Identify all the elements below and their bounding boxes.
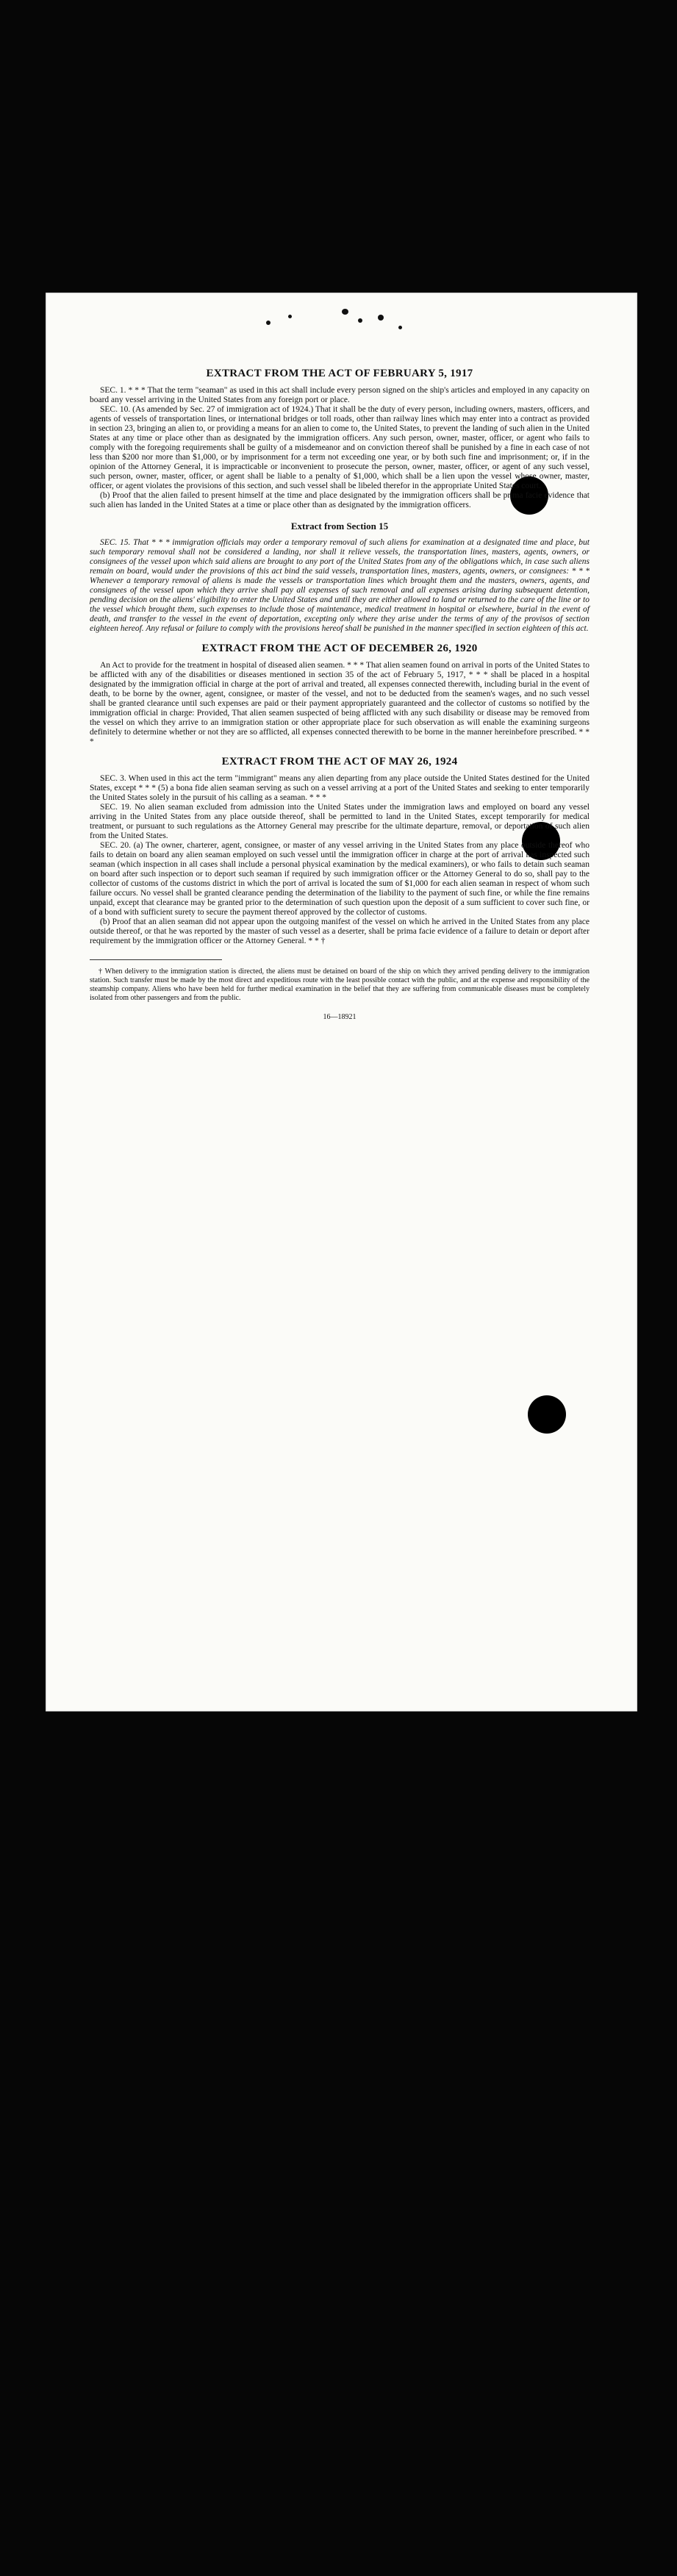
heading-act-1917: EXTRACT FROM THE ACT OF FEBRUARY 5, 1917 [206,368,473,379]
section-20-text: SEC. 20. (a) The owner, charterer, agent, consignee, or master of any vessel arriving in the United States from any place outside thereof who fails to detain on board any alien seaman employed on such vessel until the immigration officer in charge at the port of arrival has inspected such seaman (which inspection in all cases shall include a personal physical examination by the medical examiners), or who fails to detain such seaman on board after such inspection or to deport such seaman if required by such immigration officer or the Attorney General to do so, shall pay to the collector of customs of the customs district in which the port of arrival is located the sum of $1,000 for each alien seaman in respect of whom such failure occurs. No vessel shall be granted clearance pending the determination of the liability to the payment of such fine, or while the fine remains unpaid, except that clearance may be granted prior to the determination of such question upon the deposit of a sum sufficient to cover such fine, or of a bond with sufficient surety to secure the payment thereof approved by the collector of customs. [90,841,590,917]
footnote-text: † When delivery to the immigration station is directed, the aliens must be detained on board of the ship on which they arrived pending delivery to the immigration station. Such transfer must be made by the most direct and expeditious route with the least possible contact with the public, and at the expense and responsibility of the steamship company. Aliens who have been held for further medical examination in the belief that they are suffering from communicable diseases must be completely isolated from other passengers and from the public. [90,967,590,1002]
section-1-text: SEC. 1. * * * That the term "seaman" as used in this act shall include every person signed on the ship's articles and employed in any capacity on board any vessel arriving in the United States from any foreign port or place. [90,386,590,404]
heading-act-1920: EXTRACT FROM THE ACT OF DECEMBER 26, 1920 [201,643,478,654]
ink-speck [378,315,384,321]
ink-speck [342,309,348,315]
document-page [46,293,637,1711]
section-10-b-text: (b) Proof that the alien failed to present himself at the time and place designated by the immigration officers shall be prima facie evidence that such alien has landed in the United States at a time or place other than as designated by the immigration officers. [90,491,590,509]
print-code: 16—18921 [323,1013,357,1021]
section-3-text: SEC. 3. When used in this act the term "immigrant" means any alien departing from any place outside the United States destined for the United States, except * * * (5) a bona fide alien seaman serving as such on a vessel arriving at a port of the United States and seeking to enter temporarily the United States solely in the pursuit of his calling as a seaman. * * * [90,774,590,802]
section-19-text: SEC. 19. No alien seaman excluded from admission into the United States under the immigration laws and employed on board any vessel arriving in the United States from any place outside thereof, shall be permitted to land in the United States, except temporarily for medical treatment, or pursuant to such regulations as the Attorney General may prescribe for the ultimate departure, removal, or deportation of such alien from the United States. [90,803,590,840]
section-15-text: SEC. 15. That * * * immigration officials may order a temporary removal of such aliens for examination at a designated time and place, but such temporary removal shall not be considered a landing, nor shall it relieve vessels, the transportation lines, masters, agents, owners, or consignees of the vessel upon which said aliens are brought to any port of the United States from any of the obligations which, in case such aliens remain on board, would under the provisions of this act bind the said vessels, transportation lines, masters, agents, owners, or consignees: * * * Whenever a temporary removal of aliens is made the vessels or transportation lines which brought them and the masters, owners, agents, and consignees of the vessel upon which they arrive shall pay all expenses of such removal and all expenses arising during subsequent detention, pending decision on the aliens' eligibility to enter the United States and until they are either allowed to land or returned to the care of the line or to the vessel which brought them, such expenses to include those of maintenance, medical treatment in hospital or elsewhere, burial in the event of death, and transfer to the vessel in the event of deportation, excepting only where they arise under the terms of any of the provisos of section eighteen hereof. Any refusal or failure to comply with the provisions hereof shall be punished in the manner specified in section eighteen of this act. [90,538,590,633]
ink-speck [398,326,402,329]
document-content [90,359,590,1021]
heading-act-1924: EXTRACT FROM THE ACT OF MAY 26, 1924 [221,756,458,768]
punch-hole-bottom [528,1395,566,1434]
section-10-text: SEC. 10. (As amended by Sec. 27 of immigration act of 1924.) That it shall be the duty of every person, including owners, masters, officers, and agents of vessels of transportation lines, or international bridges or toll roads, other than railway lines which may enter into a contract as provided in section 23, bringing an alien to, or providing a means for an alien to come to, the United States, to prevent the landing of such alien in the United States at any time or place other than as designated by the immigration officers. Any such person, owner, master, officer, or agent who fails to comply with the foregoing requirements shall be guilty of a misdemeanor and on conviction thereof shall be punished by a fine in each case of not less than $200 nor more than $1,000, or by imprisonment for a term not exceeding one year, or by both such fine and imprisonment; or, if in the opinion of the Attorney General, it is impracticable or inconvenient to prosecute the person, owner, master, officer, or agent of any such vessel, such person, owner, master, officer, or agent shall be liable to a penalty of $1,000, which shall be a lien upon the vessel whose owner, master, officer, or agent violates the provisions of this section, and such vessel shall be libeled therefor in the appropriate United States court. [90,405,590,490]
ink-speck [288,315,292,318]
subheading-section-15: Extract from Section 15 [290,520,389,532]
ink-speck [358,318,362,323]
section-20-b-text: (b) Proof that an alien seaman did not appear upon the outgoing manifest of the vessel on which he arrived in the United States from any place outside thereof, or that he was reported by the master of such vessel as a deserter, shall be prima facie evidence of a failure to detain or deport after requirement by the immigration officer or the Attorney General. * * † [90,917,590,945]
ink-speck [266,321,271,325]
footnote-divider [90,959,222,960]
act-1920-text: An Act to provide for the treatment in hospital of diseased alien seamen. * * * That alien seamen found on arrival in ports of the United States to be afflicted with any of the disabilities or diseases mentioned in section 35 of the act of February 5, 1917, * * * shall be placed in a hospital designated by the immigration official in charge at the port of arrival and treated, all expenses connected therewith, including burial in the event of death, to be borne by the owner, agent, consignee, or master of the vessel, and not to be deducted from the seamen's wages, and no such vessel shall be granted clearance until such expenses are paid or their payment appropriately guaranteed and the collector of customs so notified by the immigration official in charge: Provided, That alien seamen suspected of being afflicted with any such disability or disease may be removed from the vessel on which they arrive to an immigration station or other appropriate place for such observation as will enable the examining surgeons definitely to determine whether or not they are so afflicted, all expenses connected therewith to be borne in the manner hereinbefore prescribed. * * * [90,661,590,746]
